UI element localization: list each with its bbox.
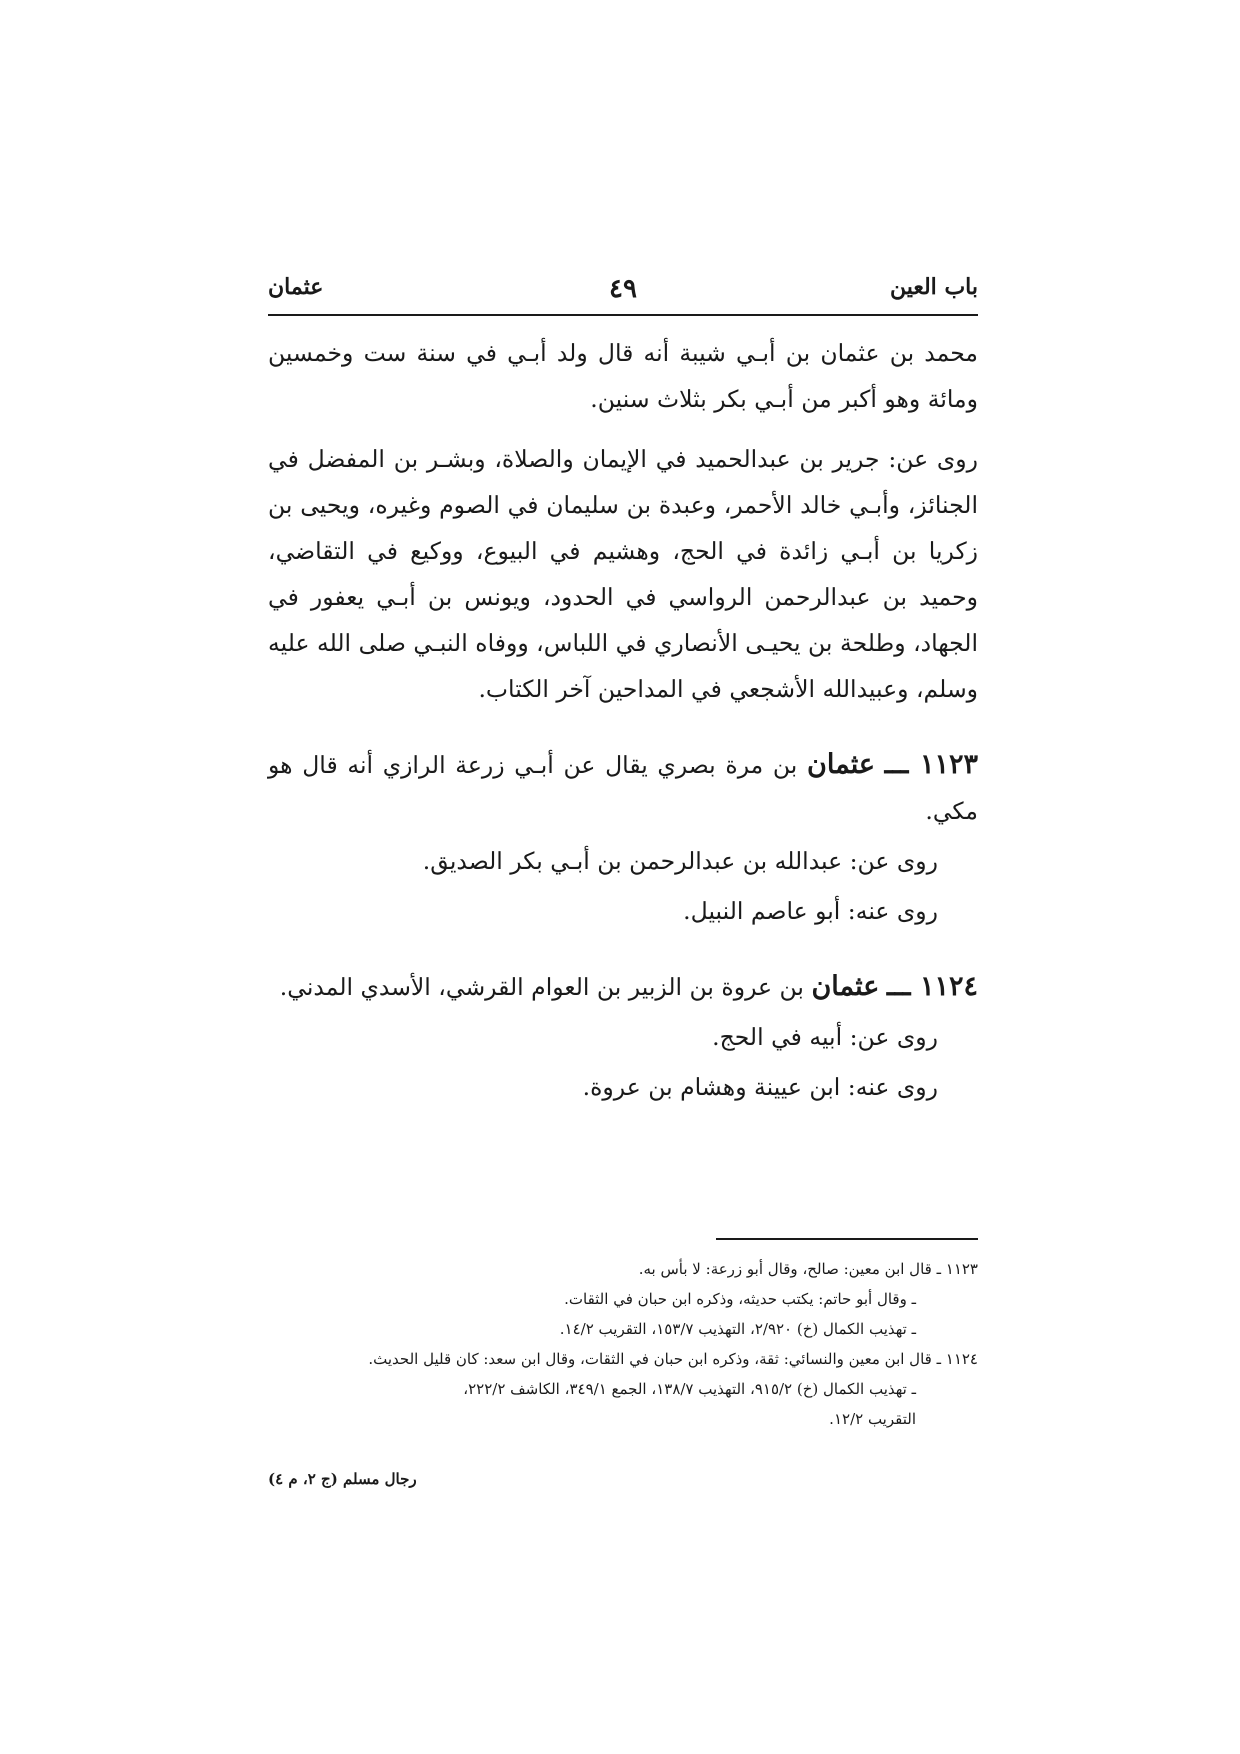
entry-heading	[268, 742, 978, 834]
biography-entry	[268, 742, 978, 934]
footnotes	[268, 1238, 978, 1434]
entry-name: عثمان	[811, 971, 880, 1002]
biography-entry	[268, 964, 978, 1110]
paragraph: محمد بن عثمان بن أبـي شيبة أنه قال ولد أبـي في سنة ست وخمسين ومائة وهو أكبر من أبـي بكر بثلاث سنين.	[268, 339, 978, 413]
page-body	[268, 270, 978, 1110]
footnote-line: ـ وقال أبو حاتم: يكتب حديثه، وذكره ابن حبان في الثقات.	[564, 1290, 916, 1308]
footnote-line: ـ تهذيب الكمال (خ) ٩١٥/٢، التهذيب ١٣٨/٧، الجمع ٣٤٩/١، الكاشف ٢٢٢/٢،	[463, 1380, 916, 1398]
entry-number: ١١٢٤ ـــ	[886, 971, 978, 1002]
page-number: ٤٩	[609, 274, 637, 304]
volume-signature: رجال مسلم (ج ٢، م ٤)	[268, 1470, 417, 1488]
entry-text: بن عروة بن الزبير بن العوام القرشي، الأسدي المدني.	[279, 973, 812, 1001]
footnote-line: ١١٢٤ ـ قال ابن معين والنسائي: ثقة، وذكره ابن حبان في الثقات، وقال ابن سعد: كان قليل الحديث.	[368, 1350, 978, 1368]
narrated-from: روى عن: عبدالله بن عبدالرحمن بن أبـي بكر الصديق.	[422, 847, 938, 875]
narrated-by: روى عنه: أبو عاصم النبيل.	[683, 897, 938, 925]
footnote-divider	[716, 1238, 978, 1240]
main-text	[268, 330, 978, 1110]
entry-name: عثمان	[807, 749, 875, 780]
narrated-by: روى عنه: ابن عيينة وهشام بن عروة.	[582, 1073, 938, 1101]
section-title: عثمان	[268, 274, 324, 300]
paragraph: روى عن: جرير بن عبدالحميد في الإيمان والصلاة، وبشـر بن المفضل في الجنائز، وأبـي خالد الأحمر، وعبدة بن سليمان في الصوم وغيره، ويحيى بن زكريا بن أبـي زائدة في الحج، وهشيم في البيوع، ووكيع في التقاضي، وحميد بن عبدالرحمن الرواسي في الحدود، ويونس بن أبـي يعفور في الجهاد، وطلحة بن يحيـى الأنصاري في اللباس، ووفاه النبـي صلى الله عليه وسلم، وعبيدالله الأشجعي في المداحين آخر الكتاب.	[268, 445, 978, 703]
entry-heading	[268, 964, 978, 1010]
entry-text: بن مرة بصري يقال عن أبـي زرعة الرازي أنه قال هو مكي.	[268, 751, 978, 825]
footnote-line: ـ تهذيب الكمال (خ) ٢/٩٢٠، التهذيب ١٥٣/٧، التقريب ١٤/٢.	[559, 1320, 916, 1338]
entry-number: ١١٢٣ ـــ	[884, 749, 978, 780]
footnote-line: التقريب ١٢/٢.	[829, 1410, 916, 1428]
footnote-line: ١١٢٣ ـ قال ابن معين: صالح، وقال أبو زرعة: لا بأس به.	[638, 1260, 978, 1278]
running-header	[268, 270, 978, 316]
chapter-title: باب العين	[889, 274, 978, 300]
narrated-from: روى عن: أبيه في الحج.	[712, 1023, 938, 1051]
